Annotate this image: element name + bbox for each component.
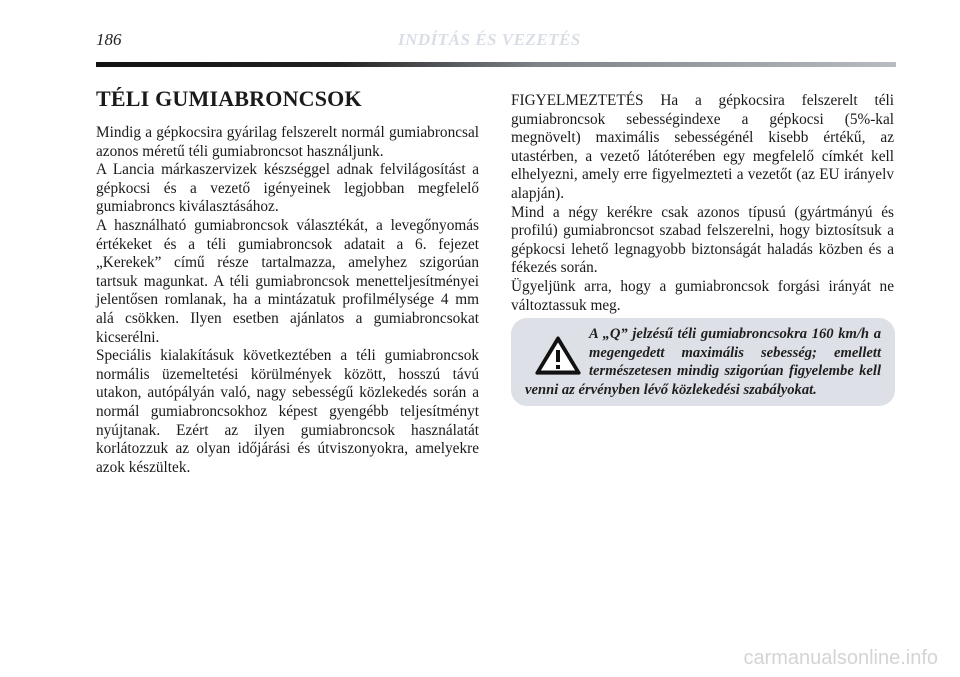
paragraph: A Lancia márkaszervizek készséggel adnak felvilágosítást a gépkocsi és a vezető igényeinek legjobban megfelelő gumiabroncs kiválasztásához. <box>96 161 479 216</box>
right-column <box>511 92 894 315</box>
watermark: carmanualsonline.info <box>743 647 938 669</box>
running-head: INDÍTÁS ÉS VEZETÉS <box>398 30 581 49</box>
warning-triangle-icon <box>535 335 581 375</box>
paragraph: A használható gumiabroncsok választékát, a levegőnyomás értékeket és a téli gumiabroncsok adatait a 6. fejezet „Kerekek” című része tartalmazza, amelyhez szigorúan tartsuk magunkat. A téli gumiabroncsok menetteljesítményei jelentősen romlanak, ha a mintázatuk profilmélysége 4 mm alá csökken. Ilyen esetben ajánlatos a gumiabroncsokat kicserélni. <box>96 216 479 346</box>
paragraph: Ügyeljünk arra, hogy a gumiabroncsok forgási irányát ne változtassuk meg. <box>511 277 894 314</box>
paragraph: Mind a négy kerékre csak azonos típusú (gyártmányú és profilú) gumiabroncsot szabad felszerelni, hogy biztosítsuk a gépkocsi lehető legnagyobb biztonságát haladás közben és a fékezés során. <box>511 203 894 277</box>
header-rule <box>96 62 896 67</box>
warning-box <box>511 318 895 406</box>
left-column <box>96 86 479 477</box>
paragraph: FIGYELMEZTETÉS Ha a gépkocsira felszerelt téli gumiabroncsok sebességindexe a gépkocsi (5%-kal megnövelt) maximális sebességénél kisebb értékű, az utastérben, a vezető látóterében egy megfelelő címkét kell elhelyezni, amely erre figyelmezteti a vezetőt (az EU irányelv alapján). <box>511 92 894 202</box>
page-number: 186 <box>96 30 122 49</box>
warning-text: A „Q” jelzésű téli gumiabroncsokra 160 km/h a megengedett maximális sebesség; emellett természetesen mindig szigorúan figyelembe kell venni az érvényben lévő közlekedési szabályokat. <box>525 326 881 398</box>
section-title: TÉLI GUMIABRONCSOK <box>96 86 362 111</box>
paragraph: Speciális kialakításuk következtében a téli gumiabroncsok normális üzemeltetési körülmények között, hosszú távú utakon, autópályán való, nagy sebességű közlekedés során a normál gumiabroncsokhoz képest gyengébb teljesítményt nyújtanak. Ezért az ilyen gumiabroncsok használatát korlátozzuk az olyan időjárási és útviszonyokra, amelyekre azok készültek. <box>96 347 479 476</box>
paragraph: Mindig a gépkocsira gyárilag felszerelt normál gumiabroncsal azonos méretű téli gumiabroncsot használjunk. <box>96 124 479 160</box>
